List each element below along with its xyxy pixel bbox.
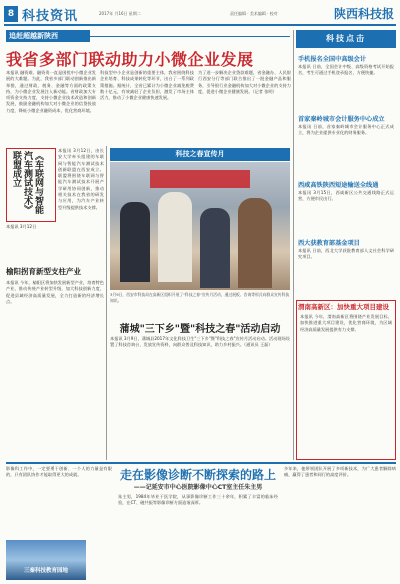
- bottom-right-body: 多年来，他带领团队开展了多项新技术，为广大患者解除病痛，赢得了患者和同行的高度评价。: [284, 466, 396, 478]
- lead-kicker: 追赶超越新陕西: [6, 30, 90, 42]
- photo-banner: 科技之春宣传月: [110, 148, 290, 161]
- event-photo: [110, 162, 290, 290]
- sidebar-section2-body: 本报讯 今年，榆阳区将加快发展新型产业，培育特色产业，推动传统产业转型升级，加大科技创新力度，促进县域经济高质量发展，全力打造新的经济增长点。: [6, 280, 104, 304]
- center-subhead: 蒲城"三下乡"暨"科技之春"活动启动: [119, 324, 281, 335]
- lead-headline: 我省多部门联动助力小微企业发展: [6, 50, 254, 69]
- bottom-subhead: ——记延安市中心医院影像中心CT室主任朱主男: [133, 484, 263, 491]
- column-rule: [106, 146, 107, 460]
- sidebar-vertical-title: 《车联网与智能汽车测试技术》联盟成立: [11, 151, 43, 214]
- sidebar-title-box: [6, 148, 56, 222]
- right-item2-head: 首家秦岭城市会计服务中心成立: [298, 116, 385, 123]
- bottom-promo-label: 三秦科技教育园地: [23, 568, 68, 574]
- person-figure: [120, 202, 150, 282]
- right-item4-body: 本报讯 日前，西北大学获批教育部人文社会科学研究项目。: [298, 248, 394, 260]
- lead-column-1: 本报讯 融资难、融资贵一直是困扰中小微企业发展的大难题。为此，我省多部门联动创新推出新举措，通过财政、税务、金融等方面的政策支持，为小微企业发展注入新动能。省财政加大专项资金支持力度，支持小微企业技术改造和创新发展，鼓励金融机构加大对小微企业的信贷投放力度，降低小微企业融资成本，优化营商环境。: [6, 70, 96, 113]
- page-number: 8: [4, 6, 18, 22]
- person-figure: [158, 192, 192, 282]
- photo-banner-sign: [150, 170, 250, 188]
- section-title: 科技资讯: [22, 9, 79, 24]
- sidebar-body: 本报讯 3月12日，由长安大学牵头组建的车联网与智能汽车测试技术创新联盟在西安成立。联盟将围绕车联网与智能汽车测试技术开展产学研用协同创新，推动相关技术在我省的研发与应用，为汽车产业转型升级提供技术支撑。: [58, 148, 104, 210]
- right-banner: 科技点击: [296, 30, 396, 48]
- paper-name: 陕西科技报: [333, 7, 394, 21]
- right-item1-head: 手机报名全国中高级会计: [298, 56, 367, 63]
- bottom-left-body: 影像科工作中，一定要勇于创新、一个人的力量是有限的，只有团队协作才能取得更大的成就。: [6, 466, 112, 478]
- center-sub-body: 本报讯 3月9日，蒲城县2017年文化科技卫生"三下乡"暨"科技之春"宣传月活动启动。活动现场设置了科技咨询台、发放宣传资料，向群众普及科技知识，助力乡村振兴。（通讯员 王磊）: [110, 336, 290, 348]
- lead-column-3: 为了进一步解决企业贷款难题，省金融办、人民银行西安分行等部门联合推出了一批金融产品和服务，引导银行业金融机构加大对小微企业的支持力度，促进小微企业健康发展。（记者 张明）: [198, 70, 291, 94]
- sidebar-kicker-date: 本报讯 3月12日: [6, 224, 37, 229]
- bottom-divider: [6, 462, 396, 464]
- kicker-divider: [90, 36, 290, 37]
- bottom-headline: 走在影像诊断不断探索的路上: [119, 468, 276, 482]
- right-item1-body: 本报讯 日前，全国会计中级、高级资格考试开始报名，考生可通过手机登录报名，方便快捷。: [298, 64, 394, 76]
- right-item4-head: 西大获教育部基金项目: [298, 240, 360, 247]
- sidebar-section2-head: 榆阳拐育新型支柱产业: [6, 267, 81, 276]
- masthead: [4, 4, 396, 26]
- editor-credits: 责任编辑 · 美术编辑 · 校对: [230, 11, 278, 16]
- bottom-mid-body: 朱主男，1984年毕业于医学院，从事影像诊断工作三十余年，积累了丰富的临床经验，在CT、磁共振等影像诊断方面造诣深厚。: [118, 494, 278, 506]
- person-figure: [200, 208, 230, 288]
- person-figure: [238, 198, 272, 288]
- bottom-promo-image: [6, 540, 86, 580]
- issue-date: 2017年 月16日 星期二: [99, 11, 141, 16]
- right-box-body: 本报讯 今年，渭南高新区将围绕产业发展目标，加快推进重大项目建设，优化营商环境，为区域经济高质量发展提供有力支撑。: [300, 314, 392, 332]
- right-box-title: 渭南高新区：加快重大项目建设: [298, 303, 389, 311]
- right-item3-head: 西咸高铁陕西短途输送全线通: [298, 182, 379, 189]
- lead-column-2: 科技型中小企业是创新的重要主体，我省围绕科技企业培育、科技成果转化等环节，出台了一系列政策措施。据统计，全省已累计为小微企业减免税费数十亿元，有效减轻了企业负担，激发了市场主体活力，推动了小微企业健康快速发展。: [100, 70, 194, 101]
- photo-caption: 3月9日，西安市科技局在高新区组织开展了"科技之春"宣传月活动，通过展板、咨询等形式向群众宣传科技知识。: [110, 292, 290, 303]
- column-rule: [293, 30, 294, 460]
- right-item3-body: 本报讯 3月15日，西咸新区公共交通线路正式运营，方便市民出行。: [298, 190, 394, 202]
- right-item2-body: 本报讯 日前，首家秦岭城市会计服务中心正式成立，将为企业提供专业化的财务服务。: [298, 124, 394, 136]
